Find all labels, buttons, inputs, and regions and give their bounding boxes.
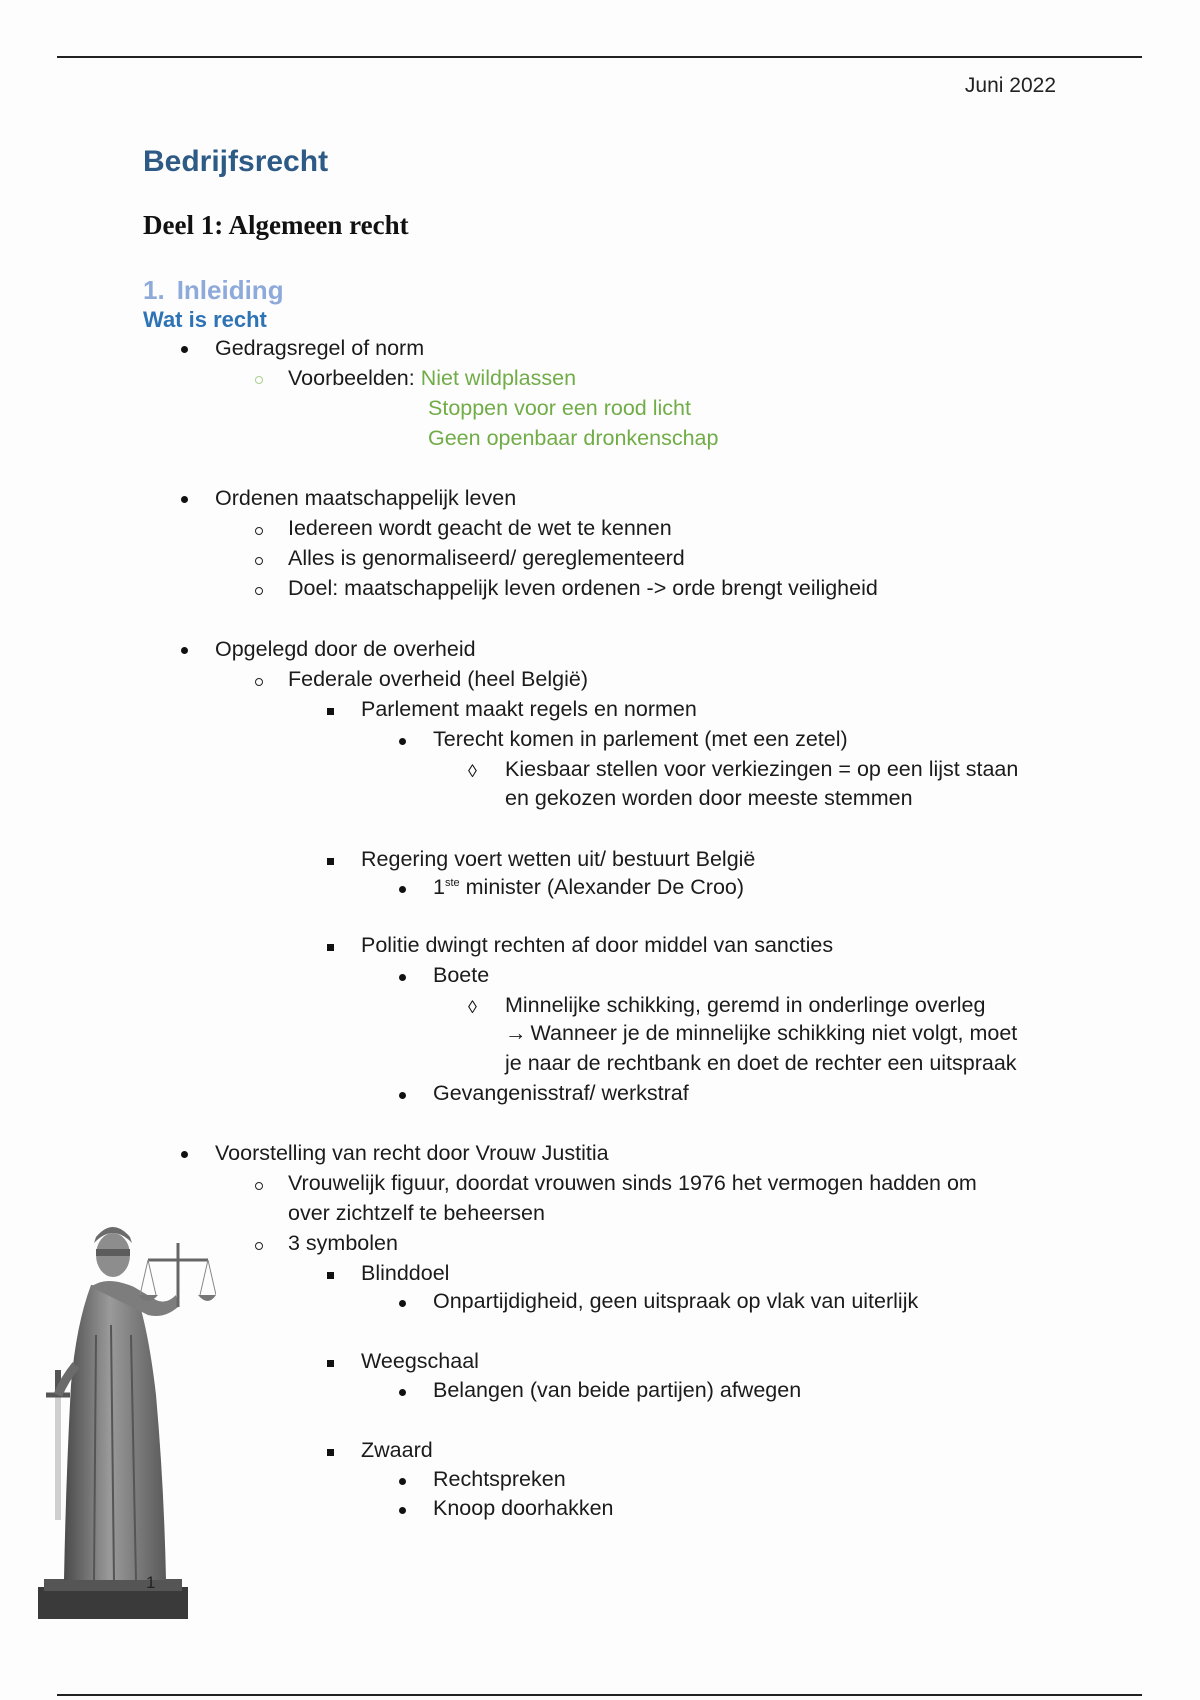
bullet-square-icon — [327, 1360, 334, 1367]
list-item: Onpartijdigheid, geen uitspraak op vlak van uiterlijk — [433, 1289, 919, 1313]
list-item: 3 symbolen — [288, 1231, 398, 1255]
bullet-circle-icon — [255, 587, 263, 595]
bullet-square-icon — [327, 1272, 334, 1279]
footer-rule — [57, 1694, 1142, 1696]
list-item: Regering voert wetten uit/ bestuurt België — [361, 847, 756, 871]
list-item: Blinddoel — [361, 1261, 450, 1285]
arrow-right-icon: → — [505, 1021, 527, 1045]
section-number: 1. — [143, 275, 165, 305]
list-item: Doel: maatschappelijk leven ordenen -> orde brengt veiligheid — [288, 576, 878, 600]
bullet-square-icon — [327, 708, 334, 715]
list-item: Minnelijke schikking, geremd in onderlinge overleg — [505, 993, 986, 1017]
list-item: Voorstelling van recht door Vrouw Justitia — [215, 1141, 609, 1165]
list-item: Rechtspreken — [433, 1467, 566, 1491]
list-item: Gevangenisstraf/ werkstraf — [433, 1081, 689, 1105]
list-item: Alles is genormaliseerd/ gereglementeerd — [288, 546, 685, 570]
bullet-diamond-icon: ◊ — [468, 761, 477, 781]
bullet-circle-icon — [255, 527, 263, 535]
list-item: Belangen (van beide partijen) afwegen — [433, 1378, 802, 1402]
bullet-icon — [181, 1151, 188, 1158]
bullet-circle-icon — [255, 1242, 263, 1250]
list-item: Politie dwingt rechten af door middel van sancties — [361, 933, 834, 957]
section-title: Inleiding — [176, 275, 284, 305]
list-item-continuation: Geen openbaar dronkenschap — [428, 426, 719, 450]
lady-justice-statue-icon — [36, 1215, 216, 1625]
bullet-circle-icon — [255, 557, 263, 565]
list-item: 1ste minister (Alexander De Croo) — [433, 875, 745, 899]
list-item-continuation: je naar de rechtbank en doet de rechter een uitspraak — [505, 1051, 1017, 1075]
bullet-icon — [181, 346, 188, 353]
bullet-icon — [399, 1507, 406, 1514]
list-item: Gedragsregel of norm — [215, 336, 425, 360]
list-item: Kiesbaar stellen voor verkiezingen = op een lijst staan — [505, 757, 1019, 781]
list-item: Voorbeelden: Niet wildplassen — [288, 366, 577, 390]
list-item-continuation: over zichtzelf te beheersen — [288, 1201, 545, 1225]
bullet-icon — [399, 1389, 406, 1396]
list-item: Opgelegd door de overheid — [215, 637, 476, 661]
list-item: Ordenen maatschappelijk leven — [215, 486, 517, 510]
bullet-icon — [399, 1300, 406, 1307]
section-heading — [143, 275, 284, 306]
list-item: Boete — [433, 963, 490, 987]
bullet-icon — [399, 1478, 406, 1485]
part-heading: Deel 1: Algemeen recht — [143, 210, 409, 240]
list-item: Knoop doorhakken — [433, 1496, 614, 1520]
bullet-icon — [399, 974, 406, 981]
header-rule — [57, 56, 1142, 58]
list-item: Federale overheid (heel België) — [288, 667, 588, 691]
list-item: Terecht komen in parlement (met een zetel) — [433, 727, 848, 751]
bullet-icon — [181, 647, 188, 654]
subsection-heading: Wat is recht — [143, 307, 267, 332]
bullet-square-icon — [327, 944, 334, 951]
page-number: 1 — [146, 1573, 156, 1592]
list-item: Vrouwelijk figuur, doordat vrouwen sinds 1976 het vermogen hadden om — [288, 1171, 977, 1195]
bullet-icon — [181, 496, 188, 503]
header-date: Juni 2022 — [964, 74, 1056, 97]
bullet-icon — [399, 886, 406, 893]
bullet-diamond-icon: ◊ — [468, 997, 477, 1017]
bullet-circle-icon — [255, 1182, 263, 1190]
bullet-square-icon — [327, 1449, 334, 1456]
list-item-continuation: → Wanneer je de minnelijke schikking niet volgt, moet — [505, 1021, 1018, 1045]
list-item-continuation: Stoppen voor een rood licht — [428, 396, 691, 420]
bullet-circle-icon — [255, 376, 263, 384]
bullet-square-icon — [327, 858, 334, 865]
bullet-circle-icon — [255, 678, 263, 686]
bullet-icon — [399, 1092, 406, 1099]
document-title: Bedrijfsrecht — [143, 145, 329, 178]
bullet-icon — [399, 738, 406, 745]
list-item: Zwaard — [361, 1438, 433, 1462]
list-item-continuation: en gekozen worden door meeste stemmen — [505, 786, 913, 810]
list-item: Parlement maakt regels en normen — [361, 697, 697, 721]
list-item: Weegschaal — [361, 1349, 479, 1373]
list-item: Iedereen wordt geacht de wet te kennen — [288, 516, 672, 540]
